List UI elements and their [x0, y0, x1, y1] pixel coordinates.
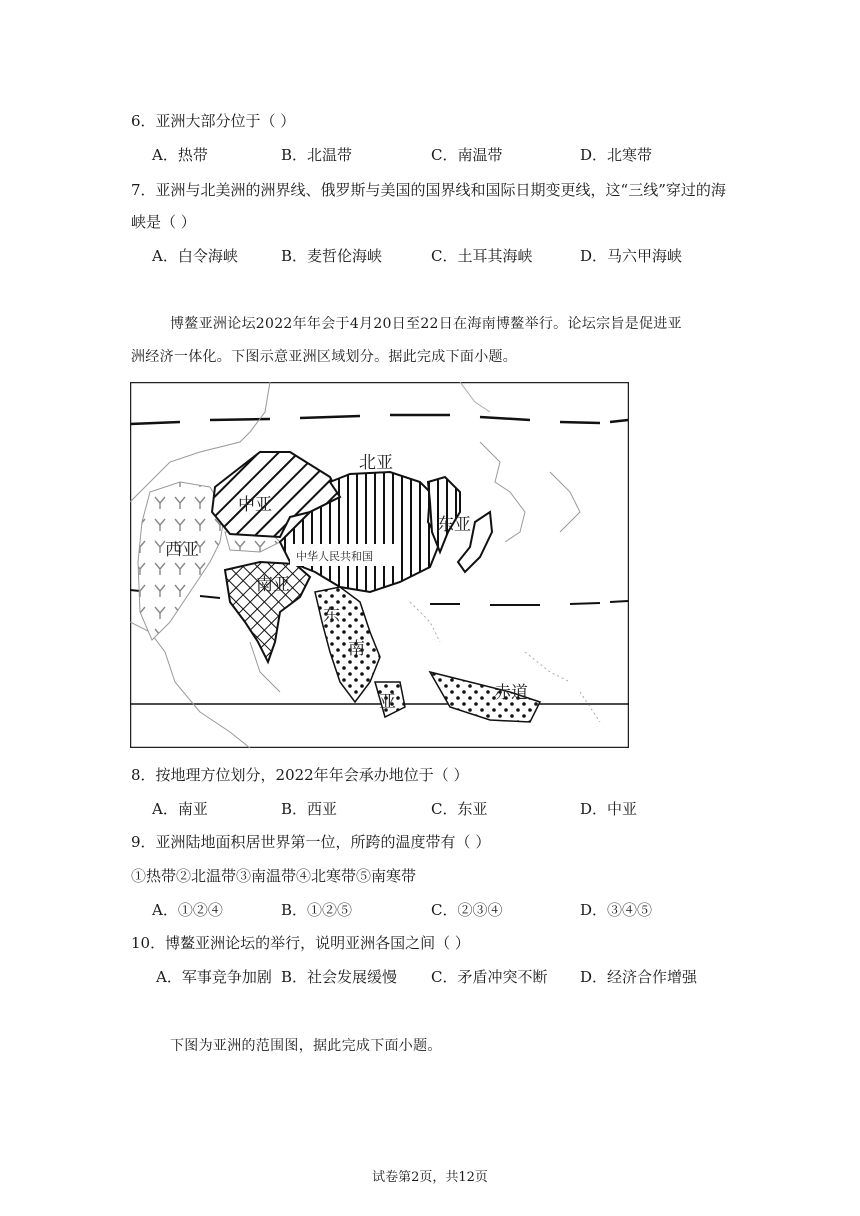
question-10-option-d: D．经济合作增强: [580, 968, 698, 986]
label-southeast-1: 东: [323, 606, 340, 626]
question-10-option-a: A．军事竞争加剧: [156, 968, 272, 986]
question-7-option-a: A．白令海峡: [152, 247, 238, 265]
question-6-stem: 6．亚洲大部分位于（ ）: [131, 112, 296, 130]
asia-region-map: [130, 382, 629, 748]
page-footer: 试卷第2页，共12页: [372, 1170, 488, 1185]
label-west-asia: 西亚: [165, 540, 199, 560]
question-9-sub: ①热带②北温带③南温带④北寒带⑤南寒带: [131, 867, 417, 885]
question-9-option-c: C．②③④: [431, 901, 503, 919]
question-7-option-d: D．马六甲海峡: [580, 247, 683, 265]
question-6-option-d: D．北寒带: [580, 146, 653, 164]
label-south-asia: 南亚: [256, 575, 290, 595]
passage-1-line2: 洲经济一体化。下图示意亚洲区域划分。据此完成下面小题。: [131, 349, 518, 365]
question-8-option-a: A．南亚: [152, 800, 208, 818]
question-7-stem-line2: 峡是（ ）: [131, 213, 196, 231]
passage-1-line1: 博鳌亚洲论坛2022年年会于4月20日至22日在海南博鳌举行。论坛宗旨是促进亚: [170, 316, 682, 332]
label-central-asia: 中亚: [238, 495, 272, 515]
passage-2: 下图为亚洲的范围图，据此完成下面小题。: [170, 1038, 442, 1054]
question-7-stem-line1: 7．亚洲与北美洲的洲界线、俄罗斯与美国的国界线和国际日期变更线，这“三线”穿过的海: [131, 181, 726, 199]
label-southeast-3: 亚: [379, 692, 396, 712]
label-china: 中华人民共和国: [296, 550, 373, 563]
question-8-option-b: B．西亚: [281, 800, 338, 818]
question-8-option-c: C．东亚: [431, 800, 488, 818]
question-9-stem: 9．亚洲陆地面积居世界第一位，所跨的温度带有（ ）: [131, 833, 491, 851]
question-6-option-a: A．热带: [152, 146, 208, 164]
label-equator: 赤道: [494, 683, 528, 703]
question-10-option-c: C．矛盾冲突不断: [431, 968, 548, 986]
label-north-asia: 北亚: [359, 453, 393, 473]
question-8-stem: 8．按地理方位划分，2022年年会承办地位于（ ）: [131, 766, 469, 784]
question-9-option-b: B．①②⑤: [281, 901, 353, 919]
question-9-option-a: A．①②④: [152, 901, 223, 919]
label-southeast-2: 南: [348, 639, 365, 659]
question-8-option-d: D．中亚: [580, 800, 638, 818]
question-7-option-c: C．土耳其海峡: [431, 247, 533, 265]
question-7-option-b: B．麦哲伦海峡: [281, 247, 383, 265]
question-10-option-b: B．社会发展缓慢: [281, 968, 398, 986]
question-9-option-d: D．③④⑤: [580, 901, 653, 919]
question-10-stem: 10．博鳌亚洲论坛的举行，说明亚洲各国之间（ ）: [131, 934, 470, 952]
question-6-option-b: B．北温带: [281, 146, 353, 164]
label-east-asia: 东亚: [437, 515, 471, 535]
question-6-option-c: C．南温带: [431, 146, 503, 164]
